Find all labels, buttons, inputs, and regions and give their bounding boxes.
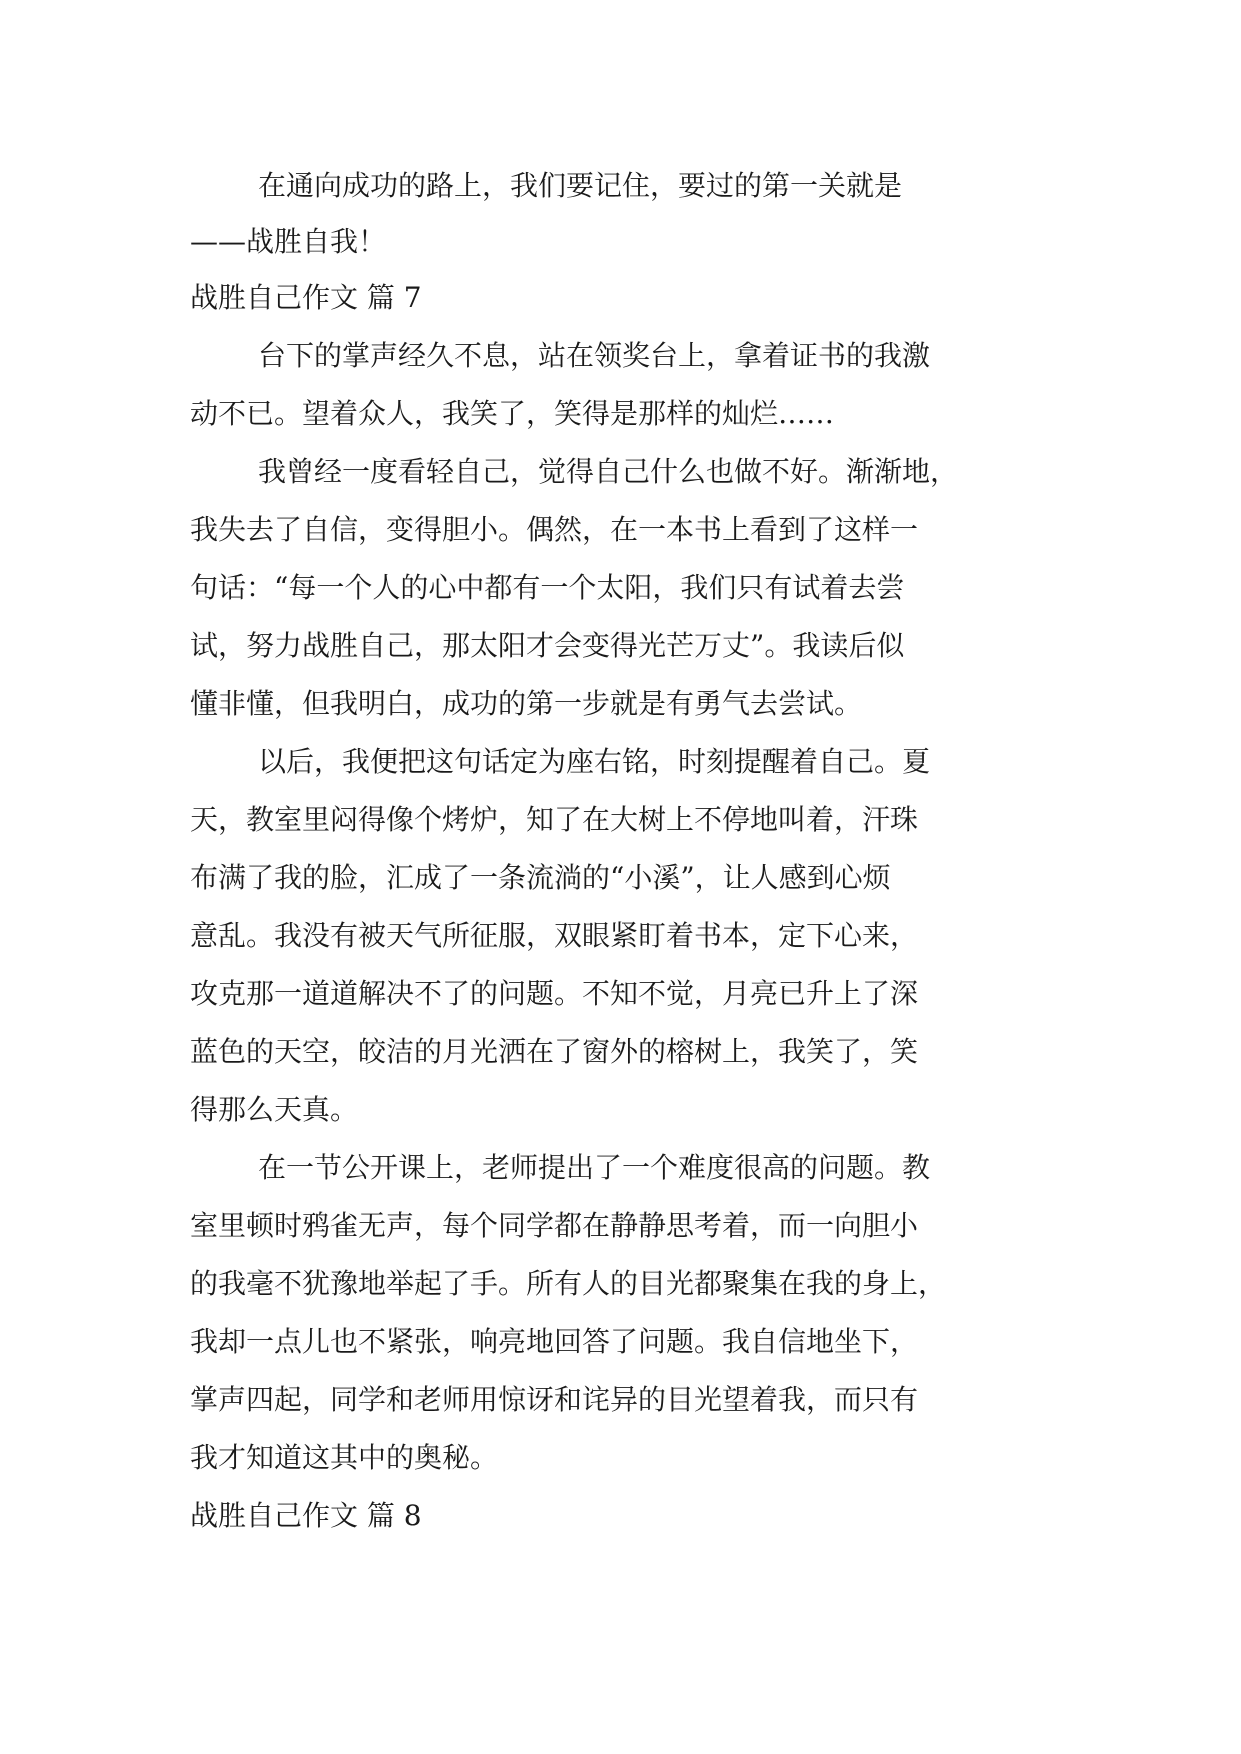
paragraph-line: 天，教室里闷得像个烤炉，知了在大树上不停地叫着，汗珠 (190, 803, 919, 836)
paragraph-line: 布满了我的脸，汇成了一条流淌的“小溪”，让人感到心烦 (190, 861, 891, 894)
section-heading: 战胜自己作文 篇 8 (190, 1499, 422, 1532)
paragraph-line: 试，努力战胜自己，那太阳才会变得光芒万丈”。我读后似 (190, 629, 905, 662)
section-heading: 战胜自己作文 篇 7 (190, 281, 422, 314)
paragraph-line: 得那么天真。 (190, 1093, 359, 1126)
paragraph-line: 意乱。我没有被天气所征服，双眼紧盯着书本，定下心来， (190, 919, 919, 952)
paragraph-line: 我才知道这其中的奥秘。 (190, 1441, 499, 1474)
paragraph-line: 室里顿时鸦雀无声，每个同学都在静静思考着，而一向胆小 (190, 1209, 919, 1242)
paragraph-line: 蓝色的天空，皎洁的月光洒在了窗外的榕树上，我笑了，笑 (190, 1035, 919, 1068)
paragraph-line: 以后，我便把这句话定为座右铭，时刻提醒着自己。夏 (258, 745, 931, 778)
paragraph-line: 在一节公开课上，老师提出了一个难度很高的问题。教 (258, 1151, 931, 1184)
paragraph-line: 我却一点儿也不紧张，响亮地回答了问题。我自信地坐下， (190, 1325, 919, 1358)
paragraph-line: 我曾经一度看轻自己，觉得自己什么也做不好。渐渐地， (258, 455, 959, 488)
paragraph-line: 在通向成功的路上，我们要记住，要过的第一关就是 (258, 169, 903, 202)
paragraph-line: 掌声四起，同学和老师用惊讶和诧异的目光望着我，而只有 (190, 1383, 919, 1416)
paragraph-line: 动不已。望着众人，我笑了，笑得是那样的灿烂…… (190, 397, 835, 430)
paragraph-line: 懂非懂，但我明白，成功的第一步就是有勇气去尝试。 (190, 687, 863, 720)
paragraph-line: ——战胜自我！ (190, 225, 387, 258)
paragraph-line: 的我毫不犹豫地举起了手。所有人的目光都聚集在我的身上， (190, 1267, 947, 1300)
paragraph-line: 攻克那一道道解决不了的问题。不知不觉，月亮已升上了深 (190, 977, 919, 1010)
paragraph-line: 我失去了自信，变得胆小。偶然，在一本书上看到了这样一 (190, 513, 919, 546)
paragraph-line: 句话：“每一个人的心中都有一个太阳，我们只有试着去尝 (190, 571, 905, 604)
paragraph-line: 台下的掌声经久不息，站在领奖台上，拿着证书的我激 (258, 339, 931, 372)
